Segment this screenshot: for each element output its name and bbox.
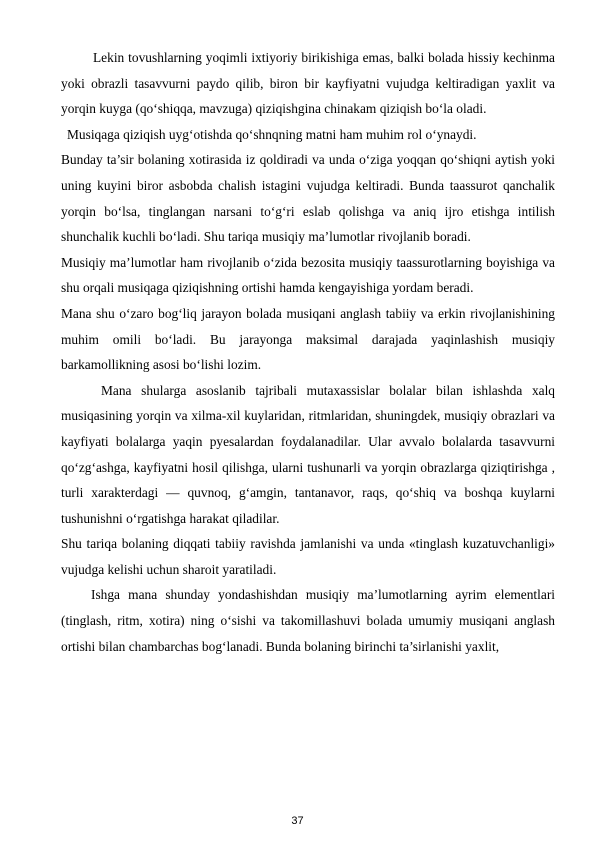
paragraph-mana-shu: Mana shu o‘zaro bog‘liq jarayon bolada musiqani anglash tabiiy va erkin rivojlanishining muhim omili bo‘ladi. Bu jarayonga maksimal darajada yaqinlashish musiqiy barkamollikning asosi bo‘lishi lozim. xyxy=(61,305,555,373)
paragraph-mana-shularga: Mana shularga asoslanib tajribali mutaxassislar bolalar bilan ishlashda xalq musiqasining yorqin va xilma-xil kuylaridan, ritmlaridan, shuningdek, musiqiy obrazlari va kayfiyati bolalarga yaqin pyesalardan foydalanadilar. Ular avvalo bolalarda tasavvurni qo‘zg‘ashga, kayfiyatni hosil qilishga, ularni tushunarli va yorqin obrazlarga qiziqtirishga , turli xarakterdagi — quvnoq, g‘amgin, tantanavor, raqs, qo‘shiq va boshqa kuylarni tushunishni o‘rgatishga harakat qiladilar. xyxy=(61,382,555,526)
paragraph-shu-tariqa: Shu tariqa bolaning diqqati tabiiy ravishda jamlanishi va unda «tinglash kuzatuvchanligi» vujudga kelishi uchun sharoit yaratiladi. xyxy=(61,536,555,577)
body-text xyxy=(61,45,555,659)
paragraph-lekin: Lekin tovushlarning yoqimli ixtiyoriy birikishiga emas, balki bolada hissiy kechinma yoki obrazli tasavvurni paydo qilib, biron bir kayfiyatni vujudga keltiradigan yaxlit va yorqin kuyga (qo‘shiqqa, mavzuga) qiziqishgina chinakam qiziqish bo‘la oladi. xyxy=(61,50,555,117)
paragraph-musiqiy: Musiqiy ma’lumotlar ham rivojlanib o‘zida bezosita musiqiy taassurotlarning boyishiga va shu orqali musiqaga qiziqishning ortishi hamda kengayishiga yordam beradi. xyxy=(61,254,555,296)
paragraph-musiqaga: Musiqaga qiziqish uyg‘otishda qo‘shnqning matni ham muhim rol o‘ynaydi. xyxy=(67,126,477,142)
paragraph-ishga: Ishga mana shunday yondashishdan musiqiy ma’lumotlarning ayrim elementlari (tinglash, ritm, xotira) ning o‘sishi va takomillashuvi bolada umumiy musiqani anglash ortishi bilan chambarchas bog‘lanadi. Bunda bolaning birinchi ta’sirlanishi yaxlit, xyxy=(61,587,555,654)
paragraph-bunday: Bunday ta’sir bolaning xotirasida iz qoldiradi va unda o‘ziga yoqqan qo‘shiqni aytish yoki uning kuyini biror asbobda chalish istagini vujudga keltiradi. Bunda taassurot qanchalik yorqin bo‘lsa, tinglangan narsani to‘g‘ri eslab qolishga va aniq ijro etishga intilish shunchalik kuchli bo‘ladi. Shu tariqa musiqiy ma’lumotlar rivojlanib boradi. xyxy=(61,152,555,245)
page-number: 37 xyxy=(291,815,304,827)
